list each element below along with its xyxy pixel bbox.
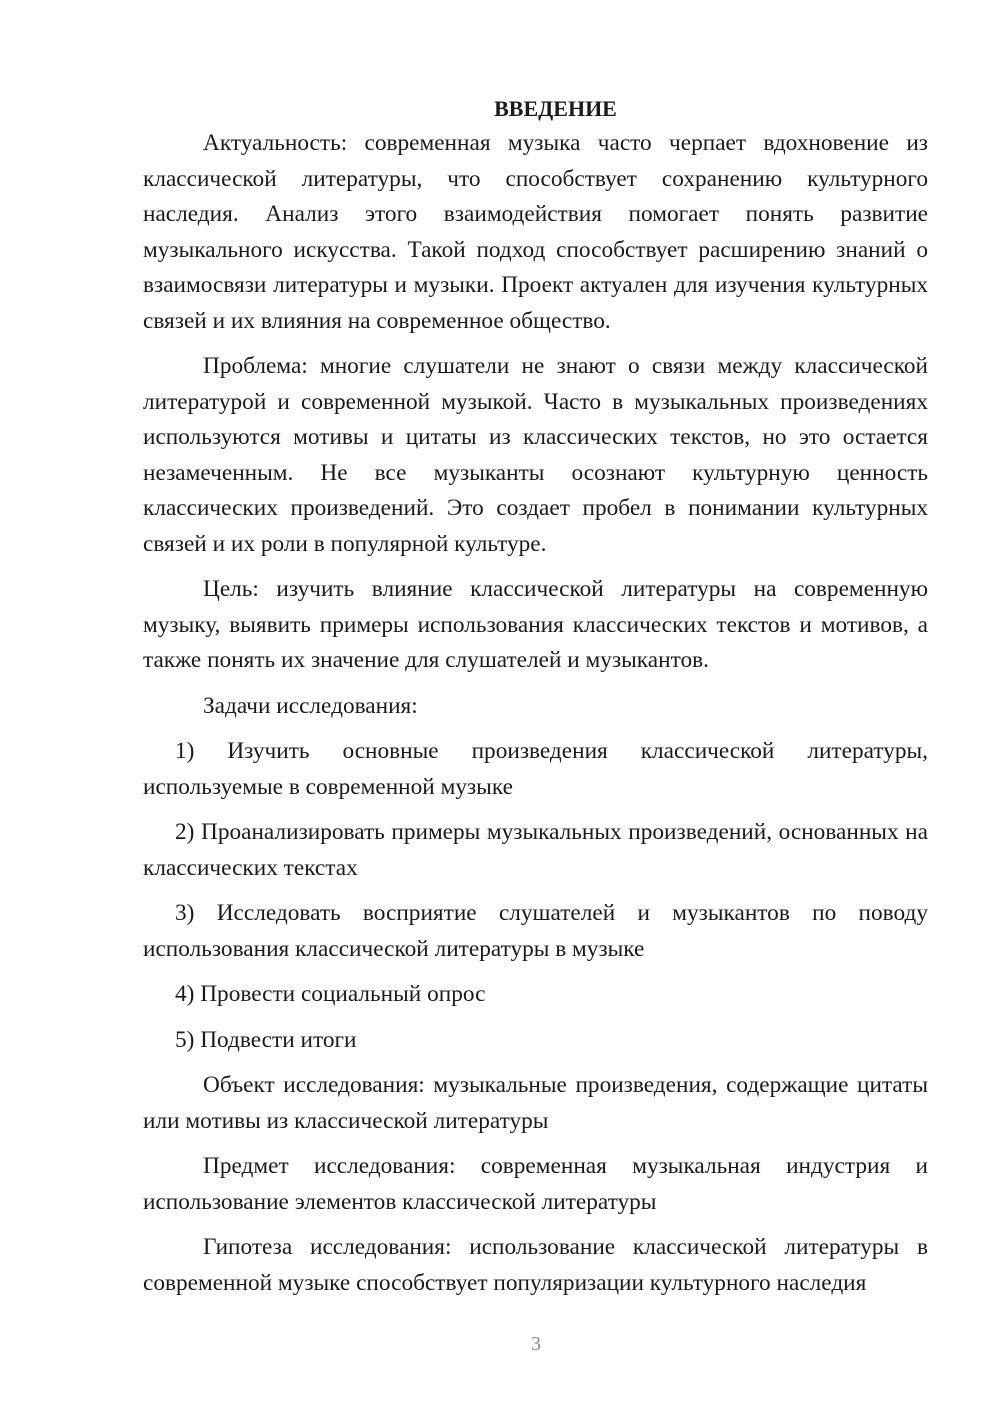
- paragraph-problem: Проблема: многие слушатели не знают о связи между классической литературой и современной музыкой. Часто в музыкальных произведениях используются мотивы и цитаты из классических текстов, но это остается незамеченным. Не все музыканты осознают культурную ценность классических произведений. Это создает пробел в понимании культурных связей и их роли в популярной культуре.: [143, 353, 928, 557]
- paragraph-goal: Цель: изучить влияние классической литературы на современную музыку, выявить примеры использования классических текстов и мотивов, а также понять их значение для слушателей и музыкантов.: [143, 576, 928, 673]
- document-page: [143, 92, 928, 1301]
- task-item-2: 2) Проанализировать примеры музыкальных произведений, основанных на классических текстах: [143, 819, 928, 881]
- paragraph-relevance: Актуальность: современная музыка часто черпает вдохновение из классической литературы, что способствует сохранению культурного наследия. Анализ этого взаимодействия помогает понять развитие музыкального искусства. Такой подход способствует расширению знаний о взаимосвязи литературы и музыки. Проект актуален для изучения культурных связей и их влияния на современное общество.: [143, 130, 928, 334]
- page-number: 3: [531, 1333, 541, 1355]
- paragraph-object: Объект исследования: музыкальные произведения, содержащие цитаты или мотивы из классической литературы: [143, 1072, 928, 1134]
- task-item-3: 3) Исследовать восприятие слушателей и музыкантов по поводу использования классической литературы в музыке: [143, 900, 928, 962]
- task-item-1: 1) Изучить основные произведения классической литературы, используемые в современной музыке: [143, 738, 928, 800]
- tasks-heading: Задачи исследования:: [203, 692, 418, 719]
- task-item-4: 4) Провести социальный опрос: [175, 981, 486, 1007]
- task-item-5: 5) Подвести итоги: [175, 1026, 357, 1053]
- paragraph-subject: Предмет исследования: современная музыкальная индустрия и использование элементов классической литературы: [143, 1153, 928, 1215]
- page-title: ВВЕДЕНИЕ: [494, 96, 617, 121]
- paragraph-hypothesis: Гипотеза исследования: использование классической литературы в современной музыке способствует популяризации культурного наследия: [143, 1234, 928, 1296]
